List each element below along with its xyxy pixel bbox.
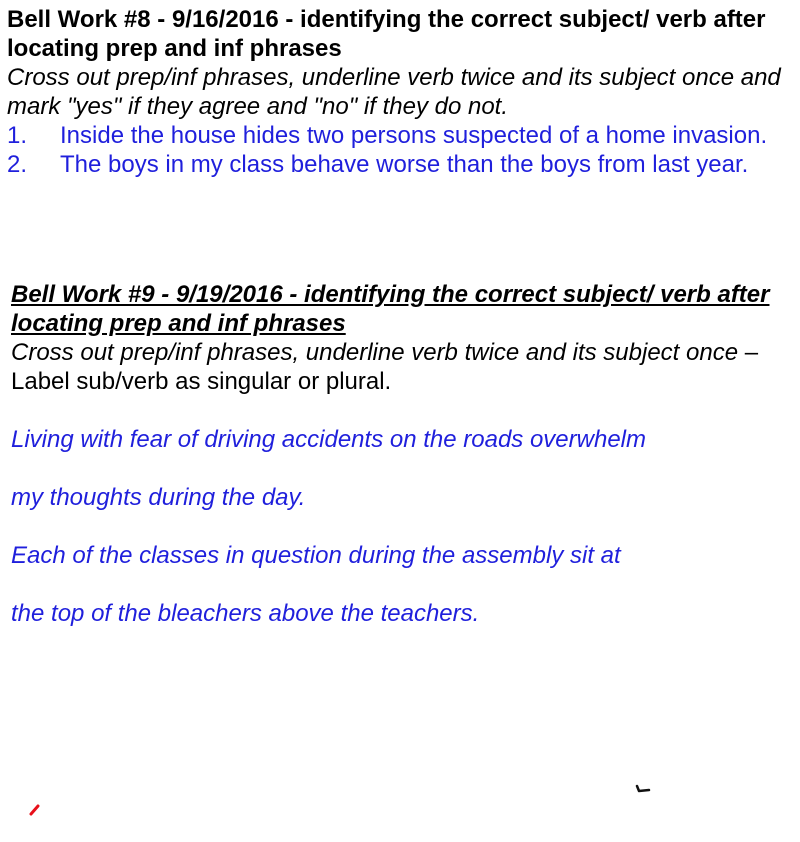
bell-work-9-instructions (11, 338, 796, 396)
list-item (7, 150, 797, 179)
list-item-text: Inside the house hides two persons suspected of a home invasion. (60, 122, 768, 149)
list-item (7, 121, 797, 150)
list-item-number: 2. (7, 151, 28, 178)
bell-work-9-instructions-plain: – Label sub/verb as singular or plural. (11, 339, 759, 395)
bell-work-8-section (7, 5, 797, 179)
bell-work-9-section (11, 280, 796, 396)
sentence-line: my thoughts during the day. (11, 484, 306, 511)
bell-work-8-instructions (7, 63, 797, 121)
sentence-line: Each of the classes in question during the assembly sit at (11, 542, 621, 569)
bell-work-9-title: Bell Work #9 - 9/19/2016 - identifying the correct subject/ verb after locating prep and inf phrases (11, 281, 770, 337)
sentence-line: Living with fear of driving accidents on the roads overwhelm (11, 426, 646, 453)
bell-work-8-list (7, 121, 797, 179)
list-item-number: 1. (7, 122, 28, 149)
bell-work-8-instructions-text: Cross out prep/inf phrases, underline verb twice and its subject once and mark "yes" if they agree and "no" if they do not. (7, 64, 781, 120)
list-item-text: The boys in my class behave worse than the boys from last year. (60, 151, 749, 178)
sentence-line: the top of the bleachers above the teachers. (11, 600, 480, 627)
bell-work-8-title: Bell Work #8 - 9/16/2016 - identifying the correct subject/ verb after locating prep and inf phrases (7, 6, 766, 62)
red-pen-mark (28, 800, 44, 818)
bell-work-9-instructions-italic: Cross out prep/inf phrases, underline verb twice and its subject once (11, 339, 739, 366)
black-pen-mark (634, 783, 654, 797)
